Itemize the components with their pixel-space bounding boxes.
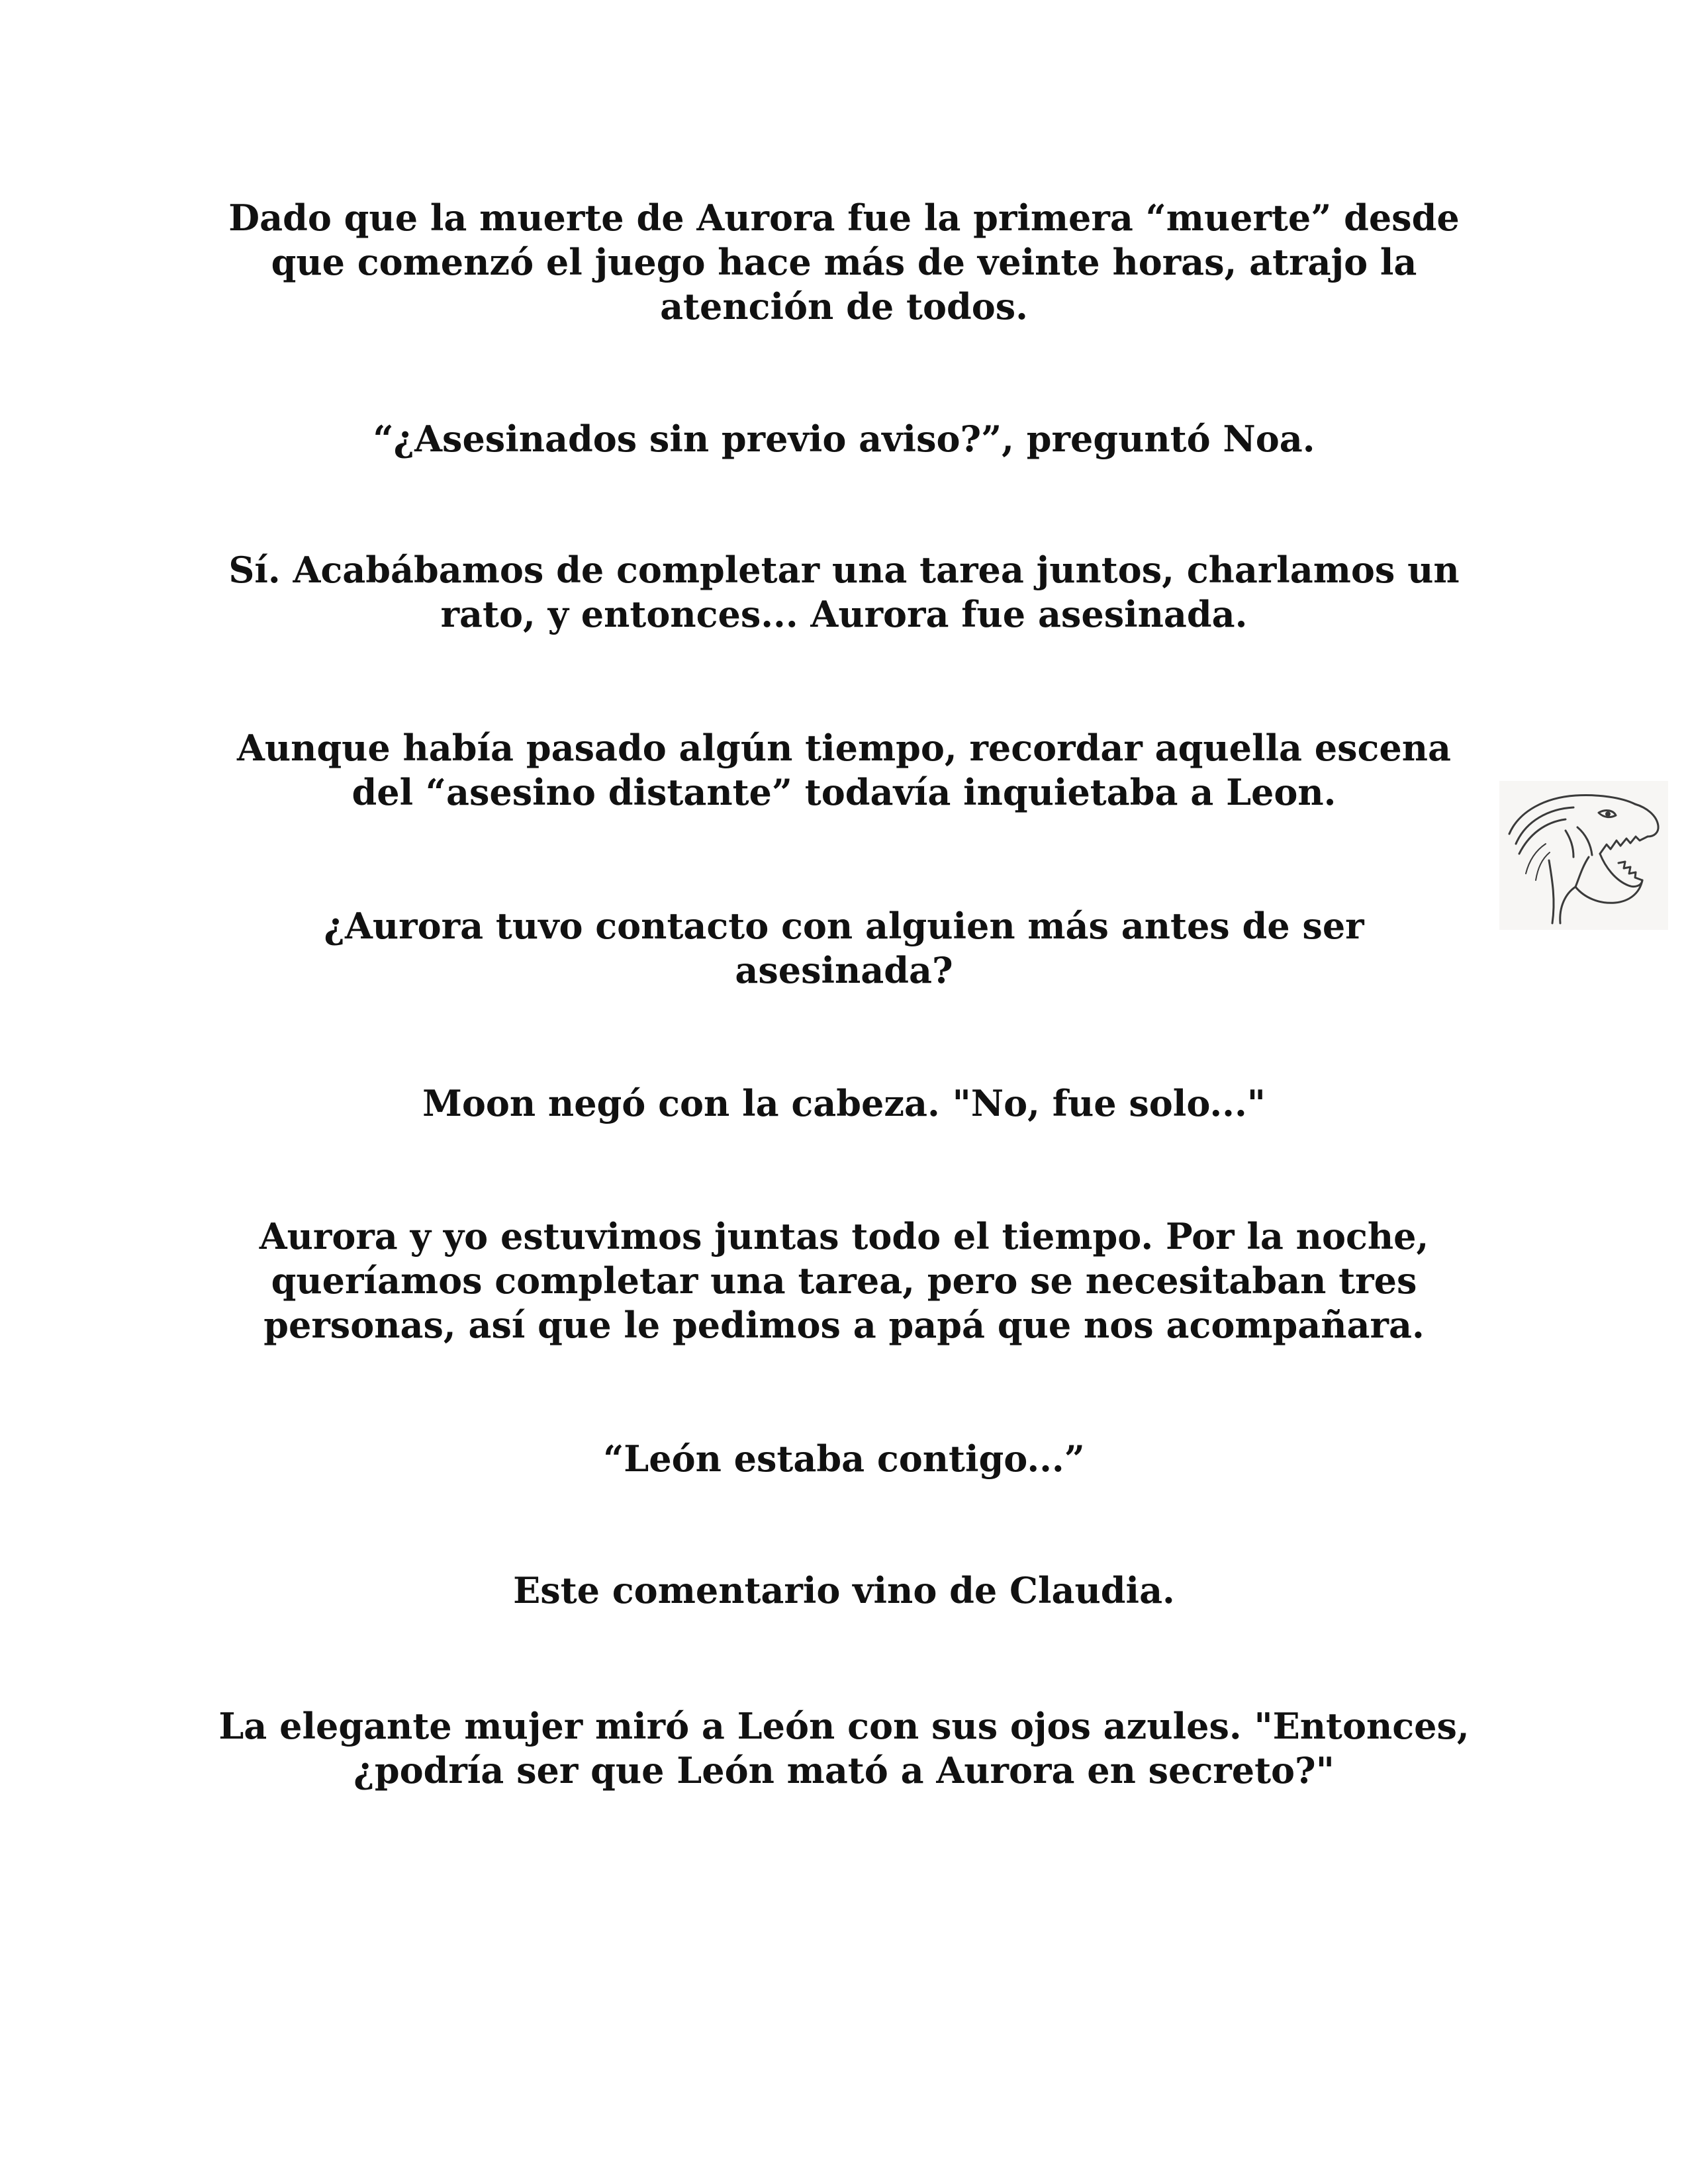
- paragraph-line: Moon negó con la cabeza. "No, fue solo...": [422, 1082, 1266, 1124]
- paragraph-2: [218, 417, 1470, 461]
- paragraph-10: [218, 1704, 1470, 1793]
- paragraph-4: [218, 726, 1470, 815]
- paragraph-line: asesinada?: [735, 949, 953, 991]
- paragraph-line: que comenzó el juego hace más de veinte horas, atrajo la: [271, 241, 1417, 283]
- paragraph-5: [218, 904, 1470, 993]
- paragraph-line: personas, así que le pedimos a papá que nos acompañara.: [263, 1304, 1425, 1346]
- paragraph-line: queríamos completar una tarea, pero se necesitaban tres: [271, 1259, 1417, 1302]
- paragraph-line: Sí. Acabábamos de completar una tarea juntos, charlamos un: [228, 549, 1460, 591]
- paragraph-line: ¿podría ser que León mató a Aurora en secreto?": [353, 1749, 1335, 1792]
- paragraph-line: atención de todos.: [660, 285, 1028, 328]
- paragraph-line: Aunque había pasado algún tiempo, recordar aquella escena: [236, 727, 1452, 769]
- paragraph-9: [218, 1569, 1470, 1613]
- paragraph-line: rato, y entonces... Aurora fue asesinada.: [440, 593, 1248, 635]
- paragraph-1: [218, 196, 1470, 329]
- paragraph-line: Este comentario vino de Claudia.: [513, 1569, 1175, 1612]
- paragraph-7: [218, 1214, 1470, 1347]
- dinosaur-head-sketch-icon: [1499, 781, 1668, 930]
- paragraph-6: [218, 1081, 1470, 1126]
- paragraph-8: [218, 1437, 1470, 1481]
- paragraph-line: Dado que la muerte de Aurora fue la primera “muerte” desde: [228, 197, 1460, 239]
- paragraph-line: “¿Asesinados sin previo aviso?”, preguntó Noa.: [373, 418, 1315, 460]
- paragraph-line: “León estaba contigo...”: [603, 1437, 1085, 1480]
- paragraph-3: [218, 548, 1470, 637]
- paragraph-line: Aurora y yo estuvimos juntas todo el tiempo. Por la noche,: [259, 1215, 1429, 1257]
- paragraph-line: La elegante mujer miró a León con sus ojos azules. "Entonces,: [218, 1705, 1470, 1747]
- paragraph-line: ¿Aurora tuvo contacto con alguien más antes de ser: [324, 905, 1364, 947]
- paragraph-line: del “asesino distante” todavía inquietaba a Leon.: [352, 771, 1336, 813]
